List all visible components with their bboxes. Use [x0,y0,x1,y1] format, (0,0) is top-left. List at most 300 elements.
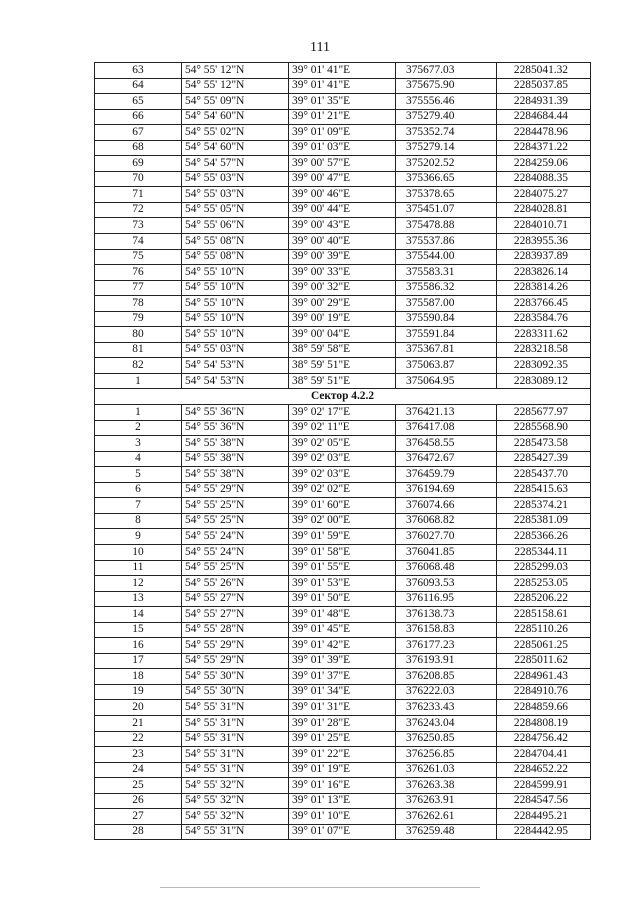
x-coordinate-cell: 376261.03 [396,762,497,778]
point-number-cell: 25 [95,778,182,794]
latitude-cell: 54° 55' 24"N [182,544,289,560]
table-row [95,405,591,421]
latitude-cell: 54° 55' 26"N [182,576,289,592]
table-row [95,653,591,669]
table-row [95,125,591,141]
table-row [95,529,591,545]
table-section-a [95,63,591,389]
point-number-cell: 73 [95,218,182,234]
point-number-cell: 70 [95,171,182,187]
x-coordinate-cell: 375451.07 [396,202,497,218]
x-coordinate-cell: 376093.53 [396,576,497,592]
x-coordinate-cell: 376421.13 [396,405,497,421]
table-row [95,467,591,483]
longitude-cell: 39° 01' 60"E [289,498,396,514]
table-row [95,684,591,700]
table-row [95,140,591,156]
x-coordinate-cell: 375279.40 [396,109,497,125]
point-number-cell: 1 [95,373,182,389]
latitude-cell: 54° 55' 10"N [182,280,289,296]
x-coordinate-cell: 375367.81 [396,342,497,358]
x-coordinate-cell: 375677.03 [396,63,497,79]
longitude-cell: 39° 01' 09"E [289,125,396,141]
latitude-cell: 54° 55' 27"N [182,607,289,623]
table-row [95,311,591,327]
longitude-cell: 39° 01' 53"E [289,576,396,592]
point-number-cell: 64 [95,78,182,94]
page-number: 111 [310,40,330,55]
longitude-cell: 39° 02' 03"E [289,467,396,483]
y-coordinate-cell: 2284652.22 [497,762,591,778]
longitude-cell: 39° 01' 41"E [289,63,396,79]
x-coordinate-cell: 376262.61 [396,809,497,825]
x-coordinate-cell: 376177.23 [396,638,497,654]
latitude-cell: 54° 55' 36"N [182,405,289,421]
longitude-cell: 39° 00' 43"E [289,218,396,234]
sector-label: Сектор 4.2.2 [95,389,591,405]
point-number-cell: 74 [95,234,182,250]
latitude-cell: 54° 55' 08"N [182,249,289,265]
longitude-cell: 38° 59' 51"E [289,373,396,389]
longitude-cell: 39° 01' 28"E [289,715,396,731]
point-number-cell: 1 [95,405,182,421]
latitude-cell: 54° 55' 10"N [182,327,289,343]
point-number-cell: 71 [95,187,182,203]
longitude-cell: 39° 01' 39"E [289,653,396,669]
point-number-cell: 2 [95,420,182,436]
y-coordinate-cell: 2284808.19 [497,715,591,731]
longitude-cell: 39° 02' 03"E [289,451,396,467]
latitude-cell: 54° 55' 03"N [182,171,289,187]
y-coordinate-cell: 2283092.35 [497,358,591,374]
table-row [95,451,591,467]
x-coordinate-cell: 376074.66 [396,498,497,514]
y-coordinate-cell: 2284910.76 [497,684,591,700]
x-coordinate-cell: 376193.91 [396,653,497,669]
x-coordinate-cell: 376417.08 [396,420,497,436]
x-coordinate-cell: 375378.65 [396,187,497,203]
table-row [95,109,591,125]
longitude-cell: 39° 01' 25"E [289,731,396,747]
longitude-cell: 39° 01' 07"E [289,824,396,840]
point-number-cell: 23 [95,747,182,763]
table-row [95,809,591,825]
longitude-cell: 39° 01' 58"E [289,544,396,560]
page-bottom-line [160,887,480,888]
point-number-cell: 16 [95,638,182,654]
table-row [95,700,591,716]
longitude-cell: 39° 01' 13"E [289,793,396,809]
latitude-cell: 54° 54' 53"N [182,373,289,389]
point-number-cell: 82 [95,358,182,374]
y-coordinate-cell: 2284495.21 [497,809,591,825]
y-coordinate-cell: 2285568.90 [497,420,591,436]
latitude-cell: 54° 54' 57"N [182,156,289,172]
x-coordinate-cell: 376256.85 [396,747,497,763]
sector-header-row [95,389,591,405]
longitude-cell: 39° 00' 39"E [289,249,396,265]
table-row [95,482,591,498]
point-number-cell: 81 [95,342,182,358]
table-row [95,793,591,809]
y-coordinate-cell: 2284599.91 [497,778,591,794]
x-coordinate-cell: 375063.87 [396,358,497,374]
x-coordinate-cell: 376259.48 [396,824,497,840]
point-number-cell: 80 [95,327,182,343]
x-coordinate-cell: 376472.67 [396,451,497,467]
point-number-cell: 13 [95,591,182,607]
x-coordinate-cell: 376222.03 [396,684,497,700]
point-number-cell: 19 [95,684,182,700]
latitude-cell: 54° 55' 27"N [182,591,289,607]
latitude-cell: 54° 55' 03"N [182,187,289,203]
y-coordinate-cell: 2283814.26 [497,280,591,296]
latitude-cell: 54° 55' 31"N [182,747,289,763]
longitude-cell: 38° 59' 51"E [289,358,396,374]
point-number-cell: 77 [95,280,182,296]
table-row [95,420,591,436]
longitude-cell: 39° 01' 19"E [289,762,396,778]
table-row [95,669,591,685]
y-coordinate-cell: 2284371.22 [497,140,591,156]
x-coordinate-cell: 375537.86 [396,234,497,250]
y-coordinate-cell: 2284859.66 [497,700,591,716]
x-coordinate-cell: 375064.95 [396,373,497,389]
y-coordinate-cell: 2284010.71 [497,218,591,234]
table-row [95,171,591,187]
x-coordinate-cell: 375366.65 [396,171,497,187]
latitude-cell: 54° 55' 24"N [182,529,289,545]
table-section-b [95,405,591,840]
latitude-cell: 54° 55' 06"N [182,218,289,234]
x-coordinate-cell: 375591.84 [396,327,497,343]
x-coordinate-cell: 375544.00 [396,249,497,265]
y-coordinate-cell: 2285011.62 [497,653,591,669]
y-coordinate-cell: 2285299.03 [497,560,591,576]
longitude-cell: 39° 01' 48"E [289,607,396,623]
table-row [95,622,591,638]
table-row [95,342,591,358]
latitude-cell: 54° 55' 31"N [182,824,289,840]
x-coordinate-cell: 375587.00 [396,296,497,312]
longitude-cell: 39° 02' 02"E [289,482,396,498]
table-row [95,778,591,794]
point-number-cell: 63 [95,63,182,79]
point-number-cell: 27 [95,809,182,825]
latitude-cell: 54° 55' 12"N [182,78,289,94]
latitude-cell: 54° 55' 32"N [182,793,289,809]
point-number-cell: 9 [95,529,182,545]
point-number-cell: 17 [95,653,182,669]
x-coordinate-cell: 375583.31 [396,265,497,281]
y-coordinate-cell: 2283218.58 [497,342,591,358]
x-coordinate-cell: 375556.46 [396,94,497,110]
point-number-cell: 65 [95,94,182,110]
longitude-cell: 39° 01' 55"E [289,560,396,576]
longitude-cell: 39° 01' 21"E [289,109,396,125]
longitude-cell: 39° 01' 42"E [289,638,396,654]
latitude-cell: 54° 55' 30"N [182,669,289,685]
x-coordinate-cell: 376116.95 [396,591,497,607]
y-coordinate-cell: 2285427.39 [497,451,591,467]
point-number-cell: 18 [95,669,182,685]
x-coordinate-cell: 376068.48 [396,560,497,576]
y-coordinate-cell: 2285041.32 [497,63,591,79]
y-coordinate-cell: 2285110.26 [497,622,591,638]
x-coordinate-cell: 376041.85 [396,544,497,560]
y-coordinate-cell: 2283955.36 [497,234,591,250]
x-coordinate-cell: 376233.43 [396,700,497,716]
x-coordinate-cell: 376158.83 [396,622,497,638]
x-coordinate-cell: 376243.04 [396,715,497,731]
longitude-cell: 39° 01' 10"E [289,809,396,825]
point-number-cell: 14 [95,607,182,623]
coordinates-table-container [94,62,590,840]
coordinates-table [94,62,591,840]
longitude-cell: 39° 01' 31"E [289,700,396,716]
x-coordinate-cell: 376458.55 [396,436,497,452]
point-number-cell: 78 [95,296,182,312]
x-coordinate-cell: 376263.38 [396,778,497,794]
point-number-cell: 67 [95,125,182,141]
y-coordinate-cell: 2284704.41 [497,747,591,763]
point-number-cell: 26 [95,793,182,809]
y-coordinate-cell: 2284442.95 [497,824,591,840]
table-row [95,156,591,172]
point-number-cell: 66 [95,109,182,125]
table-row [95,747,591,763]
table-row [95,513,591,529]
latitude-cell: 54° 55' 31"N [182,762,289,778]
x-coordinate-cell: 376138.73 [396,607,497,623]
latitude-cell: 54° 55' 31"N [182,731,289,747]
longitude-cell: 39° 02' 17"E [289,405,396,421]
y-coordinate-cell: 2284756.42 [497,731,591,747]
table-row [95,607,591,623]
point-number-cell: 7 [95,498,182,514]
x-coordinate-cell: 375590.84 [396,311,497,327]
y-coordinate-cell: 2285473.58 [497,436,591,452]
table-row [95,94,591,110]
y-coordinate-cell: 2285158.61 [497,607,591,623]
table-row [95,638,591,654]
y-coordinate-cell: 2285037.85 [497,78,591,94]
longitude-cell: 39° 01' 22"E [289,747,396,763]
point-number-cell: 21 [95,715,182,731]
x-coordinate-cell: 375478.88 [396,218,497,234]
longitude-cell: 39° 01' 16"E [289,778,396,794]
point-number-cell: 76 [95,265,182,281]
longitude-cell: 39° 00' 40"E [289,234,396,250]
table-row [95,187,591,203]
table-row [95,202,591,218]
table-row [95,218,591,234]
y-coordinate-cell: 2283826.14 [497,265,591,281]
table-row [95,436,591,452]
y-coordinate-cell: 2285253.05 [497,576,591,592]
point-number-cell: 12 [95,576,182,592]
y-coordinate-cell: 2284961.43 [497,669,591,685]
x-coordinate-cell: 376263.91 [396,793,497,809]
latitude-cell: 54° 54' 60"N [182,140,289,156]
point-number-cell: 20 [95,700,182,716]
y-coordinate-cell: 2285061.25 [497,638,591,654]
table-row [95,265,591,281]
longitude-cell: 39° 01' 37"E [289,669,396,685]
y-coordinate-cell: 2285415.63 [497,482,591,498]
x-coordinate-cell: 376250.85 [396,731,497,747]
latitude-cell: 54° 55' 10"N [182,265,289,281]
table-row [95,63,591,79]
table-row [95,327,591,343]
table-row [95,715,591,731]
point-number-cell: 72 [95,202,182,218]
y-coordinate-cell: 2285437.70 [497,467,591,483]
point-number-cell: 69 [95,156,182,172]
sector-header-section [95,389,591,405]
y-coordinate-cell: 2284684.44 [497,109,591,125]
longitude-cell: 39° 00' 29"E [289,296,396,312]
longitude-cell: 39° 00' 44"E [289,202,396,218]
y-coordinate-cell: 2283766.45 [497,296,591,312]
longitude-cell: 39° 01' 50"E [289,591,396,607]
latitude-cell: 54° 55' 32"N [182,809,289,825]
latitude-cell: 54° 55' 31"N [182,700,289,716]
latitude-cell: 54° 55' 31"N [182,715,289,731]
x-coordinate-cell: 376208.85 [396,669,497,685]
latitude-cell: 54° 55' 38"N [182,451,289,467]
table-row [95,591,591,607]
longitude-cell: 38° 59' 58"E [289,342,396,358]
point-number-cell: 8 [95,513,182,529]
table-row [95,373,591,389]
point-number-cell: 4 [95,451,182,467]
point-number-cell: 11 [95,560,182,576]
y-coordinate-cell: 2284931.39 [497,94,591,110]
x-coordinate-cell: 375352.74 [396,125,497,141]
latitude-cell: 54° 55' 10"N [182,296,289,312]
point-number-cell: 75 [95,249,182,265]
point-number-cell: 68 [95,140,182,156]
table-row [95,731,591,747]
table-row [95,544,591,560]
longitude-cell: 39° 00' 33"E [289,265,396,281]
x-coordinate-cell: 375279.14 [396,140,497,156]
y-coordinate-cell: 2283089.12 [497,373,591,389]
point-number-cell: 3 [95,436,182,452]
x-coordinate-cell: 376459.79 [396,467,497,483]
latitude-cell: 54° 55' 05"N [182,202,289,218]
latitude-cell: 54° 55' 29"N [182,638,289,654]
latitude-cell: 54° 55' 25"N [182,498,289,514]
point-number-cell: 15 [95,622,182,638]
table-row [95,358,591,374]
x-coordinate-cell: 376027.70 [396,529,497,545]
longitude-cell: 39° 01' 45"E [289,622,396,638]
latitude-cell: 54° 55' 36"N [182,420,289,436]
y-coordinate-cell: 2284028.81 [497,202,591,218]
x-coordinate-cell: 376194.69 [396,482,497,498]
table-row [95,576,591,592]
longitude-cell: 39° 02' 05"E [289,436,396,452]
y-coordinate-cell: 2283311.62 [497,327,591,343]
latitude-cell: 54° 54' 60"N [182,109,289,125]
longitude-cell: 39° 01' 34"E [289,684,396,700]
longitude-cell: 39° 00' 04"E [289,327,396,343]
table-row [95,762,591,778]
x-coordinate-cell: 375202.52 [396,156,497,172]
y-coordinate-cell: 2283937.89 [497,249,591,265]
y-coordinate-cell: 2285344.11 [497,544,591,560]
latitude-cell: 54° 55' 32"N [182,778,289,794]
point-number-cell: 22 [95,731,182,747]
y-coordinate-cell: 2284547.56 [497,793,591,809]
longitude-cell: 39° 00' 46"E [289,187,396,203]
latitude-cell: 54° 55' 25"N [182,560,289,576]
latitude-cell: 54° 55' 29"N [182,482,289,498]
latitude-cell: 54° 55' 03"N [182,342,289,358]
latitude-cell: 54° 55' 10"N [182,311,289,327]
y-coordinate-cell: 2285381.09 [497,513,591,529]
point-number-cell: 24 [95,762,182,778]
latitude-cell: 54° 55' 29"N [182,653,289,669]
latitude-cell: 54° 54' 53"N [182,358,289,374]
latitude-cell: 54° 55' 38"N [182,467,289,483]
latitude-cell: 54° 55' 38"N [182,436,289,452]
latitude-cell: 54° 55' 30"N [182,684,289,700]
table-row [95,824,591,840]
y-coordinate-cell: 2285677.97 [497,405,591,421]
longitude-cell: 39° 01' 41"E [289,78,396,94]
table-row [95,560,591,576]
longitude-cell: 39° 01' 03"E [289,140,396,156]
longitude-cell: 39° 02' 00"E [289,513,396,529]
latitude-cell: 54° 55' 02"N [182,125,289,141]
point-number-cell: 6 [95,482,182,498]
latitude-cell: 54° 55' 28"N [182,622,289,638]
y-coordinate-cell: 2285374.21 [497,498,591,514]
longitude-cell: 39° 02' 11"E [289,420,396,436]
y-coordinate-cell: 2284075.27 [497,187,591,203]
latitude-cell: 54° 55' 08"N [182,234,289,250]
longitude-cell: 39° 00' 57"E [289,156,396,172]
longitude-cell: 39° 01' 59"E [289,529,396,545]
y-coordinate-cell: 2285206.22 [497,591,591,607]
x-coordinate-cell: 375675.90 [396,78,497,94]
longitude-cell: 39° 00' 32"E [289,280,396,296]
table-row [95,498,591,514]
latitude-cell: 54° 55' 12"N [182,63,289,79]
table-row [95,280,591,296]
y-coordinate-cell: 2283584.76 [497,311,591,327]
y-coordinate-cell: 2284088.35 [497,171,591,187]
table-row [95,78,591,94]
latitude-cell: 54° 55' 25"N [182,513,289,529]
y-coordinate-cell: 2284259.06 [497,156,591,172]
latitude-cell: 54° 55' 09"N [182,94,289,110]
table-row [95,296,591,312]
table-row [95,249,591,265]
y-coordinate-cell: 2284478.96 [497,125,591,141]
point-number-cell: 79 [95,311,182,327]
y-coordinate-cell: 2285366.26 [497,529,591,545]
point-number-cell: 28 [95,824,182,840]
point-number-cell: 5 [95,467,182,483]
table-row [95,234,591,250]
longitude-cell: 39° 00' 47"E [289,171,396,187]
longitude-cell: 39° 01' 35"E [289,94,396,110]
x-coordinate-cell: 376068.82 [396,513,497,529]
